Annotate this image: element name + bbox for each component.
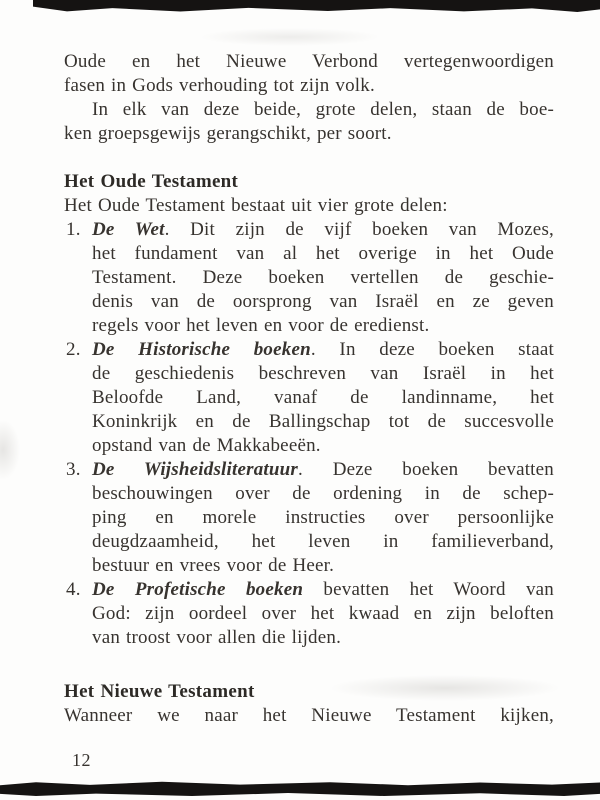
text-segment: ken groepsgewijs gerangschikt, per soort. [64, 123, 392, 144]
text-segment: bestuur en vrees voor de Heer. [92, 555, 335, 576]
text-segment: In elk van deze beide, grote delen, staan de boe- [92, 99, 554, 120]
text-line [92, 218, 554, 242]
text-line [92, 386, 554, 410]
scan-artifact-top [33, 0, 600, 12]
text-column [64, 50, 554, 728]
text-line [92, 506, 554, 530]
list-item-body [92, 338, 554, 458]
page-number: 12 [72, 750, 91, 770]
list-item-title: De Wijsheidsliteratuur [92, 459, 299, 480]
text-segment: . Deze boeken bevatten [298, 459, 554, 480]
text-line [92, 314, 554, 338]
text-segment: Beloofde Land, vanaf de landinname, het [92, 387, 554, 408]
text-segment: Oude en het Nieuwe Verbond vertegenwoordigen [64, 51, 554, 72]
text-segment: Wanneer we naar het Nieuwe Testament kijken, [64, 705, 554, 726]
list-item-body [92, 578, 554, 650]
text-line [64, 98, 554, 122]
list-item [64, 338, 554, 458]
text-line [64, 194, 554, 218]
list-number: 3. [66, 459, 81, 480]
list-item [64, 458, 554, 578]
text-segment: beschouwingen over de ordening in de schep- [92, 483, 554, 504]
scan-smudge [0, 420, 20, 480]
scan-smudge [200, 28, 380, 46]
list-number: 4. [66, 579, 81, 600]
text-segment: bevatten het Woord van [323, 579, 554, 600]
text-segment: . In deze boeken staat [310, 339, 554, 360]
text-segment: opstand van de Makkabeeën. [92, 435, 321, 456]
list-item-title: De Historische boeken [92, 339, 311, 360]
text-line [92, 530, 554, 554]
paragraph [64, 98, 554, 146]
text-line [92, 410, 554, 434]
text-segment: regels voor het leven en voor de eredienst. [92, 315, 430, 336]
text-segment: het fundament van al het overige in het Oude [92, 243, 554, 264]
text-segment: denis van de oorsprong van Israël en ze geven [92, 291, 554, 312]
text-line [92, 266, 554, 290]
list-item-title: De Profetische boeken [92, 579, 324, 600]
text-line [92, 602, 554, 626]
section-heading: Het Oude Testament [64, 171, 239, 192]
text-line [64, 122, 554, 146]
text-segment: ping en morele instructies over persoonlijke [92, 507, 554, 528]
list-item-title: De Wet [92, 219, 165, 240]
list-item [64, 218, 554, 338]
text-line [92, 554, 554, 578]
text-line [92, 482, 554, 506]
scan-artifact-bottom [0, 781, 600, 796]
text-line [92, 434, 554, 458]
text-segment: van troost voor allen die lijden. [92, 627, 342, 648]
list-item [64, 578, 554, 650]
list-item-body [92, 458, 554, 578]
text-line [92, 578, 554, 602]
text-segment: fasen in Gods verhouding tot zijn volk. [64, 75, 375, 96]
text-segment: Het Oude Testament bestaat uit vier grote delen: [64, 195, 448, 216]
paragraph [64, 50, 554, 98]
text-segment: deugdzaamheid, het leven in familieverband, [92, 531, 554, 552]
list-item-body [92, 218, 554, 338]
list-number: 1. [66, 219, 81, 240]
list-number: 2. [66, 339, 81, 360]
text-line [92, 242, 554, 266]
text-segment: . Dit zijn de vijf boeken van Mozes, [164, 219, 554, 240]
text-line [92, 362, 554, 386]
text-segment: Testament. Deze boeken vertellen de geschie- [92, 267, 554, 288]
text-line [92, 626, 554, 650]
text-line [64, 50, 554, 74]
text-segment: God: zijn oordeel over het kwaad en zijn beloften [92, 603, 554, 624]
section-heading: Het Nieuwe Testament [64, 681, 255, 702]
paragraph [64, 194, 554, 218]
paragraph [64, 704, 554, 728]
text-segment: Koninkrijk en de Ballingschap tot de succesvolle [92, 411, 554, 432]
text-line [92, 290, 554, 314]
text-line [64, 74, 554, 98]
text-line [92, 458, 554, 482]
text-line [92, 338, 554, 362]
text-segment: de geschiedenis beschreven van Israël in het [92, 363, 554, 384]
text-line [64, 704, 554, 728]
